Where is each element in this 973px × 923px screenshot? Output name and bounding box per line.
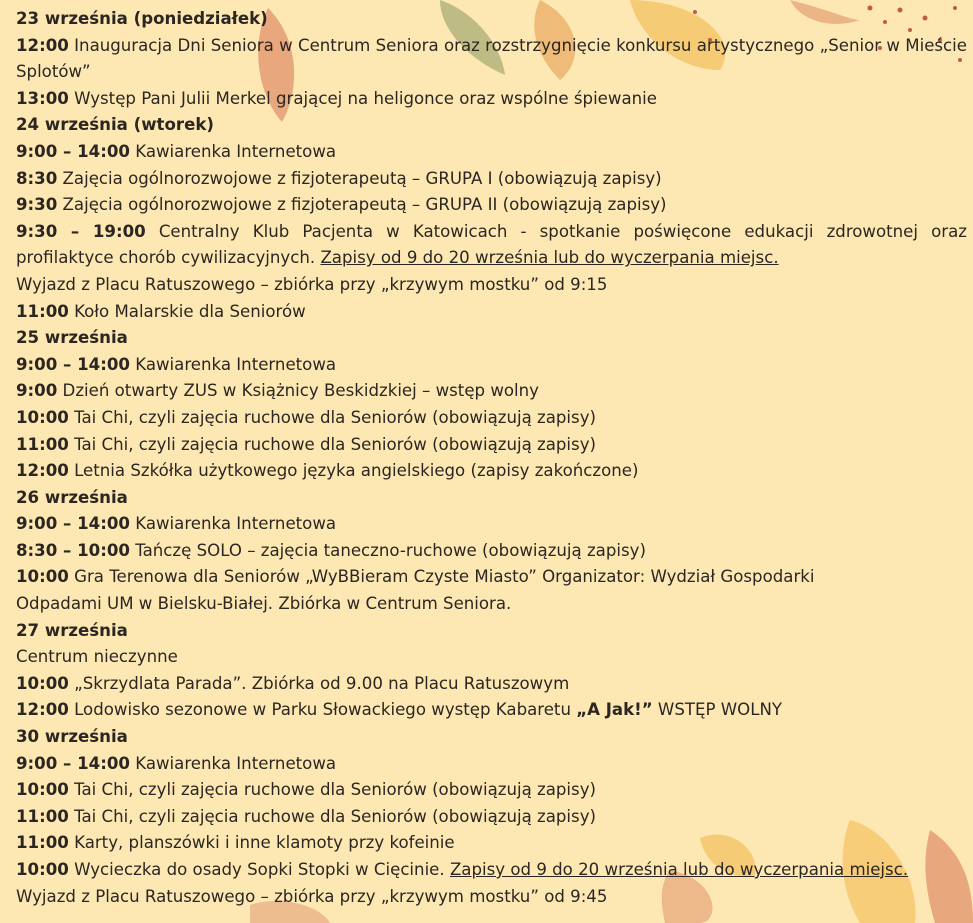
event-item	[16, 405, 967, 432]
event-time: 9:30 – 19:00	[16, 221, 146, 241]
event-text: „Skrzydlata Parada”. Zbiórka od 9.00 na Placu Ratuszowym	[68, 673, 570, 693]
event-text: Letnia Szkółka użytkowego języka angielskiego (zapisy zakończone)	[68, 461, 639, 481]
event-text: Kawiarenka Internetowa	[129, 514, 337, 534]
event-time: 9:00 – 14:00	[16, 141, 130, 161]
event-item	[16, 777, 967, 804]
event-time: 9:00 – 14:00	[16, 514, 130, 534]
day-heading: 24 września (wtorek)	[16, 115, 214, 135]
event-text: Dzień otwarty ZUS w Książnicy Beskidzkiej – wstęp wolny	[57, 381, 540, 401]
event-item	[16, 219, 967, 272]
event-text: Kawiarenka Internetowa	[129, 753, 337, 773]
event-item	[16, 511, 967, 538]
event-time: 11:00	[16, 301, 69, 321]
event-item	[16, 458, 967, 485]
event-item	[16, 830, 967, 857]
event-text: Lodowisko sezonowe w Parku Słowackiego występ Kabaretu	[68, 700, 577, 720]
registration-note: Zapisy od 9 do 20 września lub do wyczerpania miejsc.	[449, 860, 909, 879]
event-item	[16, 432, 967, 459]
event-item	[16, 378, 967, 405]
event-text: Inauguracja Dni Seniora w Centrum Seniora oraz rozstrzygnięcie konkursu artystycznego „Senior w Mieście Splotów”	[16, 35, 967, 82]
event-time: 13:00	[16, 88, 69, 108]
event-item	[16, 192, 967, 219]
event-text: Wycieczka do osady Sopki Stopki w Cięcinie.	[68, 860, 450, 879]
event-time: 8:30 – 10:00	[16, 540, 130, 560]
event-item	[16, 352, 967, 379]
event-text: Zajęcia ogólnorozwojowe z fizjoterapeutą – GRUPA II (obowiązują zapisy)	[57, 195, 667, 215]
cabaret-name: „A Jak!”	[576, 700, 653, 720]
event-detail: Odpadami UM w Bielsku-Białej. Zbiórka w Centrum Seniora.	[16, 594, 512, 614]
event-item	[16, 299, 967, 326]
event-text: Zajęcia ogólnorozwojowe z fizjoterapeutą – GRUPA I (obowiązują zapisy)	[57, 168, 662, 188]
event-text: Tai Chi, czyli zajęcia ruchowe dla Seniorów (obowiązują zapisy)	[68, 806, 596, 826]
registration-note: Zapisy od 9 do 20 września lub do wyczerpania miejsc.	[320, 248, 779, 268]
event-item	[16, 857, 967, 884]
event-time: 10:00	[16, 567, 69, 587]
senior-days-schedule	[16, 6, 967, 910]
event-item	[16, 751, 967, 778]
event-time: 12:00	[16, 700, 69, 720]
event-text: Koło Malarskie dla Seniorów	[68, 301, 306, 321]
event-text: Centralny Klub Pacjenta w Katowicach - spotkanie poświęcone edukacji zdrowotnej oraz profilaktyce chorób cywilizacyjnych.	[16, 221, 967, 268]
event-time: 9:00 – 14:00	[16, 753, 130, 773]
event-text: Występ Pani Julii Merkel grającej na heligonce oraz wspólne śpiewanie	[68, 88, 657, 108]
event-time: 10:00	[16, 673, 69, 693]
event-text: Kawiarenka Internetowa	[129, 141, 337, 161]
event-item	[16, 538, 967, 565]
event-time: 10:00	[16, 407, 69, 427]
event-time: 11:00	[16, 833, 69, 853]
day-heading: 26 września	[16, 487, 128, 507]
event-text: Kawiarenka Internetowa	[129, 354, 337, 374]
event-item	[16, 139, 967, 166]
event-detail: Wyjazd z Placu Ratuszowego – zbiórka przy „krzywym mostku” od 9:15	[16, 274, 608, 294]
event-text: Karty, planszówki i inne klamoty przy kofeinie	[68, 833, 455, 853]
event-time: 9:00	[16, 381, 58, 401]
event-time: 9:00 – 14:00	[16, 354, 130, 374]
event-item	[16, 166, 967, 193]
day-heading: 30 września	[16, 727, 128, 747]
closed-notice: Centrum nieczynne	[16, 647, 178, 667]
event-detail: Wyjazd z Placu Ratuszowego – zbiórka przy „krzywym mostku” od 9:45	[16, 886, 608, 906]
event-item	[16, 86, 967, 113]
event-time: 9:30	[16, 195, 58, 215]
event-time: 12:00	[16, 35, 69, 55]
day-heading: 23 września (poniedziałek)	[16, 9, 268, 28]
event-time: 10:00	[16, 780, 69, 800]
event-time: 10:00	[16, 860, 69, 879]
event-time: 8:30	[16, 168, 58, 188]
event-item	[16, 804, 967, 831]
event-item	[16, 564, 967, 591]
event-text-tail: WSTĘP WOLNY	[652, 700, 783, 720]
event-text: Tańczę SOLO – zajęcia taneczno-ruchowe (obowiązują zapisy)	[129, 540, 646, 560]
event-text: Tai Chi, czyli zajęcia ruchowe dla Seniorów (obowiązują zapisy)	[68, 407, 596, 427]
event-time: 11:00	[16, 806, 69, 826]
day-heading: 25 września	[16, 328, 128, 348]
event-item	[16, 697, 967, 724]
event-text: Tai Chi, czyli zajęcia ruchowe dla Seniorów (obowiązują zapisy)	[68, 434, 596, 454]
event-text: Tai Chi, czyli zajęcia ruchowe dla Seniorów (obowiązują zapisy)	[68, 780, 596, 800]
event-item	[16, 33, 967, 86]
event-time: 11:00	[16, 434, 69, 454]
event-time: 12:00	[16, 461, 69, 481]
event-text: Gra Terenowa dla Seniorów „WyBBieram Czyste Miasto” Organizator: Wydział Gospodarki	[68, 567, 815, 587]
day-heading: 27 września	[16, 620, 128, 640]
event-item	[16, 671, 967, 698]
